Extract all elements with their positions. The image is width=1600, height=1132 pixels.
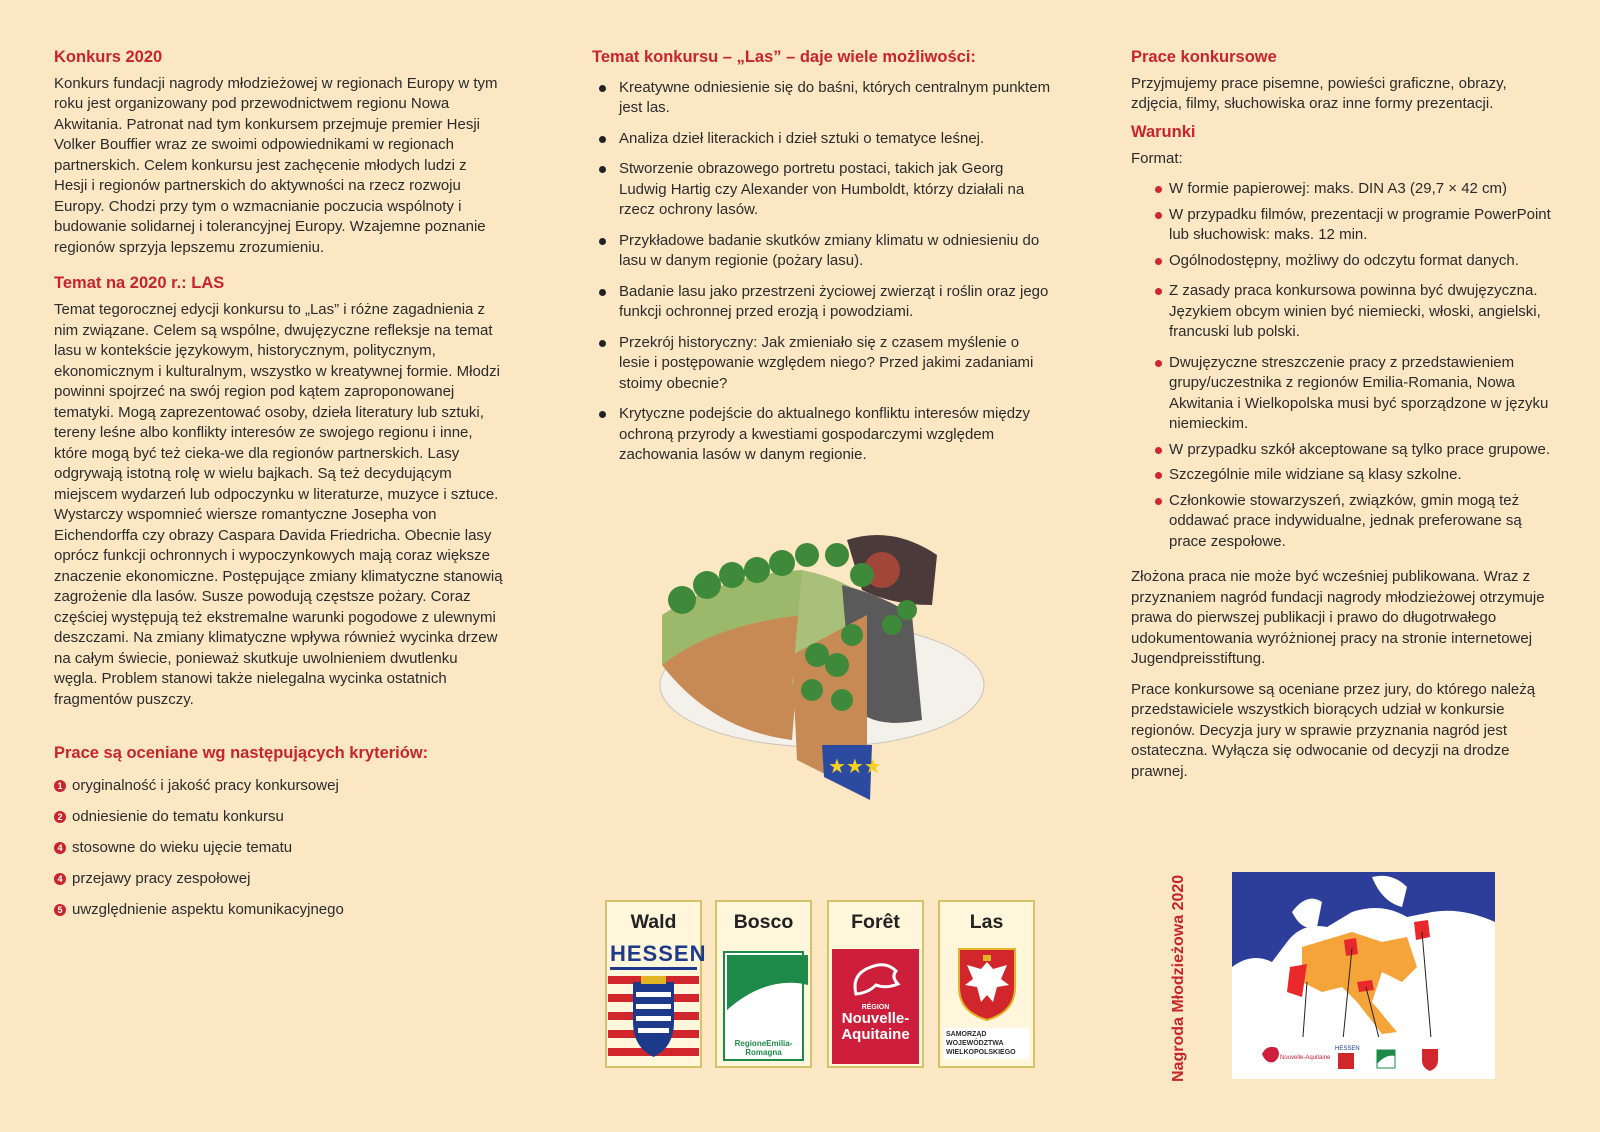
intro-paragraph: Konkurs fundacji nagrody młodzieżowej w regionach Europy w tym roku jest organizowany pod przewodnictwem regionu Nowa Akwitania. Patronat nad tym konkursem przejmuje premier Hesji Volker Bouffier wraz ze swoimi odpowiednikami w regionach partnerskich. Celem konkursu jest zachęcenie młodych ludzi z Hesji i regionów partnerskich do aktywności na rzecz rozwoju Europy. Chodzi przy tym o wzmacnianie poczucia wspólnoty i budowanie solidarnej i tolerancyjnej Europy. Wzajemne poznanie regionów sprzyja lepszemu zrozumieniu.	[54, 74, 498, 256]
number-badge: 4	[54, 842, 66, 854]
column-right	[1131, 48, 1551, 782]
list-item: Badanie lasu jako przestrzeni życiowej zwierząt i roślin oraz jego funkcji ochronnej przed erozją i powodziami.	[592, 282, 1052, 323]
heading-criteria: Prace są oceniane wg następujących kryteriów:	[54, 744, 429, 763]
format-label: Format:	[1131, 149, 1183, 167]
forest-cake-illustration	[652, 515, 997, 820]
heading-temat: Temat na 2020 r.: LAS	[54, 274, 225, 293]
list-item: Kreatywne odniesienie się do baśni, których centralnym punktem jest las.	[592, 78, 1052, 119]
list-item: W przypadku filmów, prezentacji w programie PowerPoint lub słuchowisk: maks. 12 min.	[1131, 205, 1551, 246]
vertical-title: Nagroda Młodzieżowa 2020	[1170, 874, 1187, 1082]
emilia-romagna-emblem-icon: RegioneEmilia-Romagna	[723, 951, 804, 1061]
svg-text:★★★: ★★★	[828, 754, 882, 778]
europe-map	[1232, 872, 1495, 1079]
heading-prace: Prace konkursowe	[1131, 48, 1277, 66]
column-left	[54, 48, 504, 931]
logo-label: Las	[969, 911, 1004, 933]
heading-topic-options: Temat konkursu – „Las” – daje wiele możliwości:	[592, 48, 976, 66]
number-badge: 5	[54, 904, 66, 916]
region-logos	[605, 900, 1035, 1070]
logo-nouvelle-aquitaine	[827, 900, 924, 1068]
options-list	[592, 78, 1052, 466]
list-item: 2 odniesienie do tematu konkursu	[54, 807, 504, 828]
map-label-na: Nouvelle-Aquitaine	[1280, 1055, 1331, 1061]
list-item: 4 stosowne do wieku ujęcie tematu	[54, 838, 504, 859]
logo-wielkopolska	[938, 900, 1035, 1068]
logo-label: Forêt	[851, 911, 900, 933]
heading-warunki: Warunki	[1131, 122, 1196, 141]
list-item: 1 oryginalność i jakość pracy konkursowej	[54, 776, 504, 797]
jury-paragraph: Prace konkursowe są oceniane przez jury, do którego należą przedstawiciele wszystkich biorących udział w konkursie regionów. Decyzja jury w sprawie przyznania nagród jest ostateczna. Wyłącza się odwocanie od decyzji na drodze prawnej.	[1131, 680, 1536, 780]
wielkopolska-wordmark: SAMORZĄD WOJEWÓDZTWA WIELKOPOLSKIEGO	[944, 1028, 1029, 1059]
lion-icon	[846, 959, 906, 999]
logo-label: Wald	[630, 911, 677, 933]
list-item: Analiza dzieł literackich i dzieł sztuki o tematyce leśnej.	[592, 129, 1052, 150]
publication-paragraph: Złożona praca nie może być wcześniej publikowana. Wraz z przyznaniem nagród fundacji nagrody młodzieżowej otrzymuje prawa do pierwszej publikacji i prawo do długotrwałego udokumentowania wyróżnionej pracy na stronie internetowej Jugendpreisstiftung.	[1131, 568, 1545, 668]
eagle-coat-of-arms-icon	[957, 947, 1017, 1022]
hessen-coat-of-arms-icon	[608, 972, 699, 1060]
criteria-list	[54, 776, 504, 921]
list-item: Krytyczne podejście do aktualnego konfliktu interesów między ochroną przyrody a kwestiami gospodarczymi względem zachowania lasów w danym regionie.	[592, 404, 1052, 466]
list-item: Stworzenie obrazowego portretu postaci, takich jak Georg Ludwig Hartig czy Alexander von Humboldt, którzy działali na rzecz ochrony lasów.	[592, 159, 1052, 221]
column-middle	[592, 48, 1052, 476]
number-badge: 2	[54, 811, 66, 823]
list-item: W przypadku szkół akceptowane są tylko prace grupowe.	[1131, 440, 1551, 461]
list-item: Przykładowe badanie skutków zmiany klimatu w odniesieniu do lasu w danym regionie (pożary lasu).	[592, 231, 1052, 272]
logo-label: Bosco	[733, 911, 794, 933]
list-item: 5 uwzględnienie aspektu komunikacyjnego	[54, 900, 504, 921]
logo-hessen	[605, 900, 707, 1068]
nouvelle-aquitaine-emblem: RÉGION Nouvelle- Aquitaine	[832, 949, 919, 1064]
europe-map-icon	[1232, 872, 1495, 1079]
list-item: Przekrój historyczny: Jak zmieniało się z czasem myślenie o lesie i postępowanie względem niego? Przed jakimi zadaniami stoimy obecnie?	[592, 333, 1052, 395]
heading-konkurs: Konkurs 2020	[54, 48, 163, 66]
list-item: Szczególnie mile widziane są klasy szkolne.	[1131, 465, 1551, 486]
list-item: Dwujęzyczne streszczenie pracy z przedstawieniem grupy/uczestnika z regionów Emilia-Romania, Nowa Akwitania i Wielkopolska musi być sporządzone w języku niemieckim.	[1131, 353, 1551, 435]
logo-emilia-romagna	[715, 900, 812, 1068]
topic-paragraph: Temat tegorocznej edycji konkursu to „Las” i różne zagadnienia z nim związane. Celem są wspólne, dwujęzyczne refleksje na temat lasu w kontekście językowym, historycznym, politycznym, ekonomicznym i kulturalnym, wszystko w kreatywnej formie. Młodzi powinni spojrzeć na swój region pod kątem zaproponowanej tematyki. Mogą zaprezentować osoby, dzieła literatury lub sztuki, tereny leśne albo konflikty interesów ze swojego regionu i inne, które mogą być też cieka-we dla regionów partnerskich. Lasy odgrywają istotną rolę w wielu bajkach. Są też decydującym miejscem wydarzeń lub odpoczynku w literaturze, muzyce i sztuce. Wystarczy wspomnieć wiersze romantyczne Josepha von Eichendorffa czy obrazy Caspara Davida Friedricha. Obecnie lasy oprócz funkcji ochronnych i wypoczynkowych mają coraz większe znaczenie ekonomiczne. Postępujące zmiany klimatyczne stanowią zagrożenie dla lasów. Susze powodują częstsze pożary. Coraz częściej występują też ekstremalne warunki pogodowe z ulewnymi deszczami. Na zmiany klimatyczne wpływa również wycinka drzew na całym świecie, ponieważ skutkuje uwolnieniem dwutlenku węgla. Problem stanowi także nielegalna wycinka ostatnich fragmentów puszczy.	[54, 301, 503, 708]
list-item: 4 przejawy pracy zespołowej	[54, 869, 504, 890]
list-item: Członkowie stowarzyszeń, związków, gmin mogą też oddawać prace indywidualne, jednak preferowane są prace zespołowe.	[1131, 491, 1551, 553]
works-paragraph: Przyjmujemy prace pisemne, powieści graficzne, obrazy, zdjęcia, filmy, słuchowiska oraz inne formy prezentacji.	[1131, 74, 1507, 113]
number-badge: 1	[54, 780, 66, 792]
conditions-list	[1131, 179, 1551, 552]
list-item: Ogólnodostępny, możliwy do odczytu format danych.	[1131, 251, 1551, 272]
map-label-hessen: HESSEN	[1335, 1046, 1360, 1052]
number-badge: 4	[54, 873, 66, 885]
list-item: Z zasady praca konkursowa powinna być dwujęzyczna. Językiem obcym winien być niemiecki, włoski, angielski, francuski lub polski.	[1131, 281, 1551, 343]
hessen-wordmark: HESSEN	[610, 941, 697, 970]
list-item: W formie papierowej: maks. DIN A3 (29,7 × 42 cm)	[1131, 179, 1551, 200]
